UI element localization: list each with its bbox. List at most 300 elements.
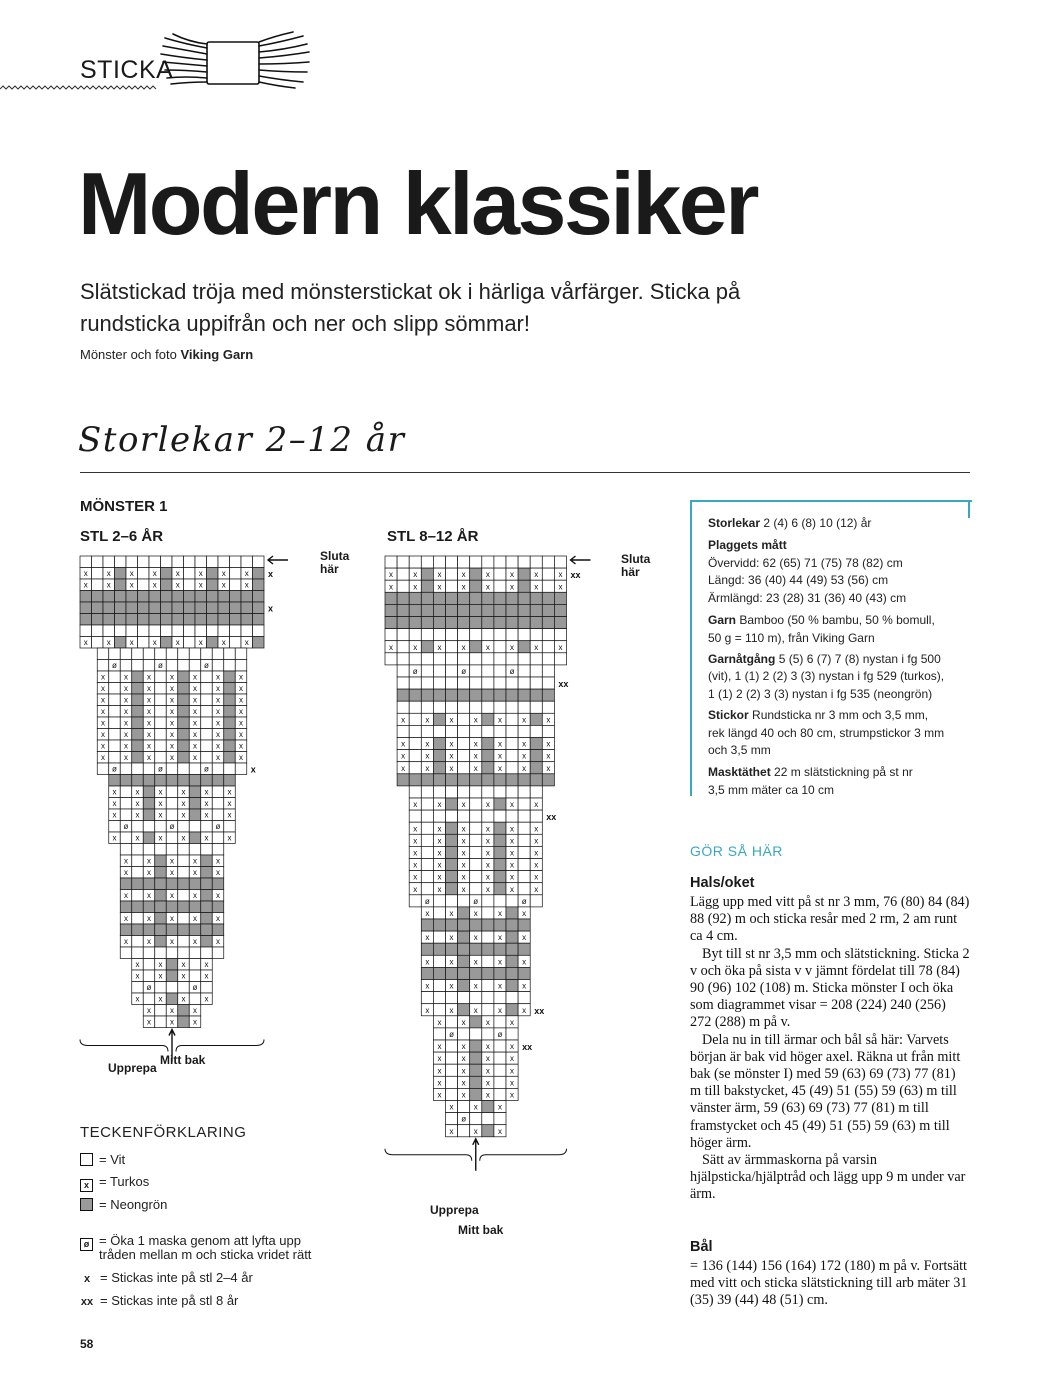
chart-cell: [494, 1113, 506, 1125]
chart-row-marker: xx: [534, 1005, 545, 1016]
chart-stitch-symbol: ø: [112, 764, 117, 774]
chart-cell: [178, 947, 190, 959]
chart-stitch-symbol: x: [152, 638, 157, 647]
chart-cell: [494, 992, 506, 1004]
chart-cell: [172, 614, 184, 626]
chart-cell: [554, 604, 566, 616]
chart-stitch-symbol: x: [437, 582, 442, 592]
chart-cell: [155, 844, 167, 856]
chart-cell: [506, 701, 518, 713]
chart-cell: [155, 982, 167, 994]
chart-cell: [109, 717, 121, 729]
chart-cell: [433, 617, 445, 629]
chart-stitch-symbol: x: [147, 914, 151, 923]
chart-stitch-symbol: x: [497, 1102, 502, 1112]
info-usage-cont: (vit), 1 (1) 2 (2) 3 (3) nystan i fg 529 (turkos),: [708, 669, 945, 683]
chart-cell: [155, 867, 167, 879]
chart-stitch-symbol: ø: [192, 983, 198, 992]
chart-stitch-symbol: ø: [424, 896, 430, 906]
chart-cell: [494, 810, 506, 822]
info-label: Masktäthet: [708, 765, 771, 779]
chart-cell: [201, 913, 213, 925]
chart-stitch-symbol: x: [497, 1005, 502, 1015]
chart-stitch-symbol: x: [181, 971, 186, 981]
chart-cell: [132, 913, 144, 925]
repeat-label: Upprepa: [430, 1203, 479, 1217]
chart-stitch-symbol: x: [216, 868, 220, 877]
chart-cell: [446, 629, 458, 641]
chart-cell: [446, 1040, 458, 1052]
chart-cell: [530, 713, 542, 725]
chart-cell: [446, 1113, 458, 1125]
chart-cell: [433, 556, 445, 568]
chart-cell: [149, 602, 161, 614]
chart-cell: [109, 648, 121, 660]
chart-stitch-symbol: x: [124, 856, 128, 866]
chart-cell: [518, 592, 530, 604]
chart-cell: [554, 629, 566, 641]
chart-stitch-symbol: x: [147, 891, 151, 900]
chart-cell: [189, 878, 201, 890]
chart-cell: [224, 729, 236, 741]
paragraph: Dela nu in till ärmar och bål så här: Varvets början är bak vid höger axel. Räkna ut från mitt bak (se mönster I) med 59 (63) 69 (73) 77 (81) m till bakstycket, 45 (49) 51 (55) 59 (63) m till vänster ärm, 59 (63) 69 (73) 77 (81) m till framstycket och 45 (49) 51 (55) 59 (63) m till höger ärm.: [690, 1031, 961, 1151]
intro-text: Slätstickad tröja med mönsterstickat ok i härliga vårfärger. Sticka på rundsticka uppifrån och ner och slipp sömmar!: [80, 279, 741, 336]
chart-cell: [518, 568, 530, 580]
chart-stitch-symbol: x: [152, 580, 157, 590]
increase-symbol-icon: ø: [80, 1238, 93, 1251]
chart-cell: [143, 832, 155, 844]
chart-stitch-symbol: x: [101, 672, 105, 682]
chart-stitch-symbol: x: [449, 1126, 454, 1136]
chart-cell: [241, 602, 253, 614]
chart-cell: [138, 556, 150, 568]
chart-cell: [542, 556, 554, 568]
chart-cell: [178, 890, 190, 902]
chart-stitch-symbol: x: [449, 1005, 454, 1015]
chart-cell: [126, 614, 138, 626]
chart-stitch-symbol: x: [522, 739, 527, 749]
chart-cell: [184, 591, 196, 603]
paragraph: Byt till st nr 3,5 mm och slätstickning. Sticka 2 v och öka på sista v v jämnt fördelat till 78 (84) 90 (96) 102 (108) m. Sticka mönster I och öka som diagrammet visar = 208 (224) 240 (256) 272 (288) m på v.: [690, 945, 970, 1031]
chart-cell: [409, 713, 421, 725]
chart-stitch-symbol: x: [193, 891, 197, 900]
chart-cell: [120, 809, 132, 821]
chart-cell: [433, 980, 445, 992]
chart-stitch-symbol: x: [497, 909, 502, 918]
chart-cell: [494, 846, 506, 858]
chart-stitch-symbol: x: [473, 1102, 478, 1112]
chart-stitch-symbol: x: [221, 569, 226, 578]
chart-stitch-symbol: ø: [509, 667, 515, 676]
chart-stitch-symbol: x: [193, 672, 197, 682]
legend-item-neongreen: [80, 1197, 167, 1212]
legend-label: = Stickas inte på stl 8 år: [100, 1293, 239, 1308]
chart-cell: [155, 855, 167, 867]
chart-cell: [201, 947, 213, 959]
chart-cell: [178, 1016, 190, 1028]
pattern-label: MÖNSTER 1: [80, 498, 168, 515]
chart-cell: [92, 568, 104, 580]
chart-stitch-symbol: x: [204, 799, 209, 808]
chart-cell: [201, 924, 213, 936]
chart-stitch-symbol: x: [485, 884, 490, 894]
chart-cell: [132, 717, 144, 729]
chart-stitch-symbol: x: [522, 1005, 527, 1015]
chart-cell: [494, 883, 506, 895]
chart-cell: [149, 591, 161, 603]
chart-stitch-symbol: x: [147, 868, 151, 877]
chart-cell: [397, 580, 409, 592]
chart-cell: [218, 556, 230, 568]
chart-cell: [494, 677, 506, 689]
chart-stitch-symbol: x: [83, 580, 88, 590]
chart-cell: [207, 591, 219, 603]
info-label: Garn: [708, 613, 737, 627]
chart-cell: [201, 936, 213, 948]
chart-cell: [482, 604, 494, 616]
chart-cell: [433, 665, 445, 677]
chart-stitch-symbol: x: [193, 753, 197, 762]
chart-cell: [518, 641, 530, 653]
chart-stitch-symbol: x: [158, 971, 163, 981]
chart-stitch-symbol: x: [510, 884, 515, 894]
chart-cell: [218, 591, 230, 603]
chart-cell: [446, 725, 458, 737]
chart-cell: [506, 955, 518, 967]
chart-cell: [120, 763, 132, 775]
chart-row-marker: xx: [570, 570, 581, 581]
chart-cell: [530, 725, 542, 737]
chart-stitch-symbol: x: [413, 800, 418, 810]
paragraph: Sätt av ärmmaskorna på varsin hjälpsticka/hjälptråd och lägg upp 9 m under var ärm.: [690, 1152, 966, 1203]
chart-cell: [518, 629, 530, 641]
chart-stitch-symbol: x: [101, 741, 105, 751]
chart-cell: [433, 689, 445, 701]
chart-cell: [115, 568, 127, 580]
chart-stitch-symbol: x: [198, 638, 203, 647]
chart-stitch-symbol: ø: [412, 667, 418, 676]
chart-cell: [166, 901, 178, 913]
chart-cell: [506, 677, 518, 689]
chart-cell: [155, 648, 167, 660]
chart-stitch-symbol: x: [135, 971, 140, 981]
chart-cell: [397, 701, 409, 713]
chart-stitch-symbol: x: [216, 753, 220, 762]
chart-cell: [494, 774, 506, 786]
chart-cell: [518, 822, 530, 834]
chart-stitch-symbol: x: [170, 695, 174, 705]
chart-cell: [397, 725, 409, 737]
chart-cell: [470, 992, 482, 1004]
chart-cell: [421, 774, 433, 786]
chart-cell: [518, 943, 530, 955]
chart-stitch-symbol: x: [510, 1078, 515, 1088]
chart-stitch-symbol: x: [147, 730, 151, 739]
chart-cell: [253, 568, 265, 580]
chart-cell: [409, 677, 421, 689]
chart-stitch-symbol: x: [449, 981, 454, 991]
chart-stitch-symbol: x: [413, 848, 418, 858]
chart-cell: [80, 625, 92, 637]
chart-cell: [184, 602, 196, 614]
chart-stitch-symbol: x: [413, 824, 418, 834]
chart-cell: [409, 810, 421, 822]
chart-cell: [494, 1064, 506, 1076]
chart-cell: [530, 701, 542, 713]
chart-cell: [143, 993, 155, 1005]
stop-label-line: Sluta: [621, 552, 651, 566]
chart-stitch-symbol: x: [437, 872, 442, 882]
chart-cell: [132, 982, 144, 994]
chart-cell: [409, 604, 421, 616]
chart-cell: [178, 671, 190, 683]
chart-stitch-symbol: ø: [215, 822, 221, 831]
chart-cell: [494, 568, 506, 580]
chart-stitch-symbol: x: [449, 739, 454, 749]
chart-cell: [421, 967, 433, 979]
chart-cell: [207, 637, 219, 649]
chart-stitch-symbol: x: [124, 891, 128, 900]
chart-cell: [458, 556, 470, 568]
legend-label: = Vit: [99, 1152, 126, 1167]
chart-cell: [253, 625, 265, 637]
chart-cell: [178, 913, 190, 925]
chart-cell: [224, 671, 236, 683]
credit-line: [80, 347, 253, 362]
chart-cell: [458, 895, 470, 907]
chart-cell: [446, 859, 458, 871]
chart-cell: [155, 1016, 167, 1028]
chart-cell: [458, 677, 470, 689]
chart-cell: [470, 689, 482, 701]
chart-stitch-symbol: x: [181, 787, 186, 797]
chart-cell: [397, 665, 409, 677]
chart-cell: [132, 671, 144, 683]
chart-cell: [195, 556, 207, 568]
chart-cell: [470, 592, 482, 604]
chart-cell: [470, 725, 482, 737]
chart-cell: [458, 750, 470, 762]
chart-cell: [494, 1016, 506, 1028]
chart-cell: [178, 763, 190, 775]
chart-cell: [421, 859, 433, 871]
chart-stitch-symbol: x: [401, 763, 406, 773]
chart-stitch-symbol: x: [546, 763, 551, 773]
chart-stitch-symbol: ø: [204, 661, 209, 670]
chart-stitch-symbol: x: [461, 582, 466, 592]
chart-cell: [446, 604, 458, 616]
neongreen-swatch-icon: [80, 1198, 93, 1211]
chart-cell: [542, 629, 554, 641]
chart-stitch-symbol: x: [227, 799, 232, 808]
chart-stitch-symbol: x: [170, 937, 174, 946]
chart-cell: [253, 556, 265, 568]
chart-cell: [80, 591, 92, 603]
chart-stitch-symbol: x: [497, 715, 502, 725]
chart-cell: [155, 740, 167, 752]
chart-cell: [446, 641, 458, 653]
chart-stitch-symbol: x: [135, 799, 140, 808]
chart-cell: [166, 832, 178, 844]
chart-cell: [470, 846, 482, 858]
chart-stitch-symbol: x: [485, 642, 490, 652]
chart-stitch-symbol: x: [510, 1042, 515, 1052]
chart-cell: [446, 883, 458, 895]
chart-cell: [120, 798, 132, 810]
chart-cell: [446, 774, 458, 786]
chart-cell: [482, 738, 494, 750]
chart-stitch-symbol: x: [135, 833, 140, 843]
chart-cell: [161, 591, 173, 603]
chart-cell: [161, 625, 173, 637]
chart-cell: [155, 729, 167, 741]
chart-stitch-symbol: x: [425, 751, 430, 761]
chart-cell: [155, 878, 167, 890]
chart-cell: [433, 653, 445, 665]
chart-cell: [518, 617, 530, 629]
info-value: Bamboo (50 % bambu, 50 % bomull,: [739, 613, 935, 627]
chart-stitch-symbol: x: [401, 715, 406, 725]
chart-cell: [409, 629, 421, 641]
chart-stitch-symbol: x: [204, 787, 209, 797]
chart-stitch-symbol: ø: [123, 822, 129, 831]
chart-cell: [103, 602, 115, 614]
chart-cell: [178, 694, 190, 706]
chart-stitch-symbol: x: [147, 741, 151, 751]
chart-stitch-symbol: x: [425, 763, 430, 773]
chart-cell: [470, 834, 482, 846]
chart-cell: [506, 738, 518, 750]
chart-stitch-symbol: x: [473, 1005, 478, 1015]
chart-cell: [530, 738, 542, 750]
neck-heading: Hals/oket: [690, 875, 755, 891]
chart-stitch-symbol: ø: [204, 764, 209, 774]
chart-cell: [482, 931, 494, 943]
chart-cell: [109, 671, 121, 683]
chart-cell: [132, 775, 144, 787]
chart-cell: [470, 1064, 482, 1076]
chart-cell: [470, 1076, 482, 1088]
chart-stitch-symbol: x: [437, 570, 442, 580]
chart-cell: [421, 943, 433, 955]
chart-cell: [230, 614, 242, 626]
chart-cell: [458, 992, 470, 1004]
chart-cell: [132, 706, 144, 718]
chart-cell: [178, 936, 190, 948]
chart-cell: [482, 1125, 494, 1137]
chart-cell: [132, 936, 144, 948]
chart-stitch-symbol: x: [510, 860, 515, 870]
chart-cell: [470, 617, 482, 629]
chart-cell: [446, 822, 458, 834]
chart-cell: [230, 579, 242, 591]
chart-stitch-symbol: x: [101, 730, 105, 739]
chart-stitch-symbol: x: [425, 715, 430, 725]
chart-cell: [542, 592, 554, 604]
chart-stitch-symbol: x: [101, 753, 105, 762]
chart-cell: [494, 895, 506, 907]
chart-cell: [530, 629, 542, 641]
chart-stitch-symbol: x: [147, 937, 151, 946]
chart-cell: [138, 614, 150, 626]
chart-cell: [138, 568, 150, 580]
chart-cell: [115, 625, 127, 637]
info-label: Storlekar: [708, 516, 761, 530]
chart-stitch-symbol: x: [401, 739, 406, 749]
chart-cell: [506, 992, 518, 1004]
chart-cell: [212, 660, 224, 672]
chart-cell: [224, 660, 236, 672]
center-back-arrow-icon: [473, 1139, 479, 1171]
chart-stitch-symbol: x: [485, 848, 490, 858]
chart-cell: [446, 653, 458, 665]
chart-cell: [458, 762, 470, 774]
chart-cell: [542, 689, 554, 701]
chart-cell: [458, 738, 470, 750]
chart-stitch-symbol: x: [170, 718, 174, 728]
chart-cell: [433, 955, 445, 967]
chart-cell: [482, 556, 494, 568]
chart-cell: [155, 706, 167, 718]
chart-cell: [470, 1088, 482, 1100]
chart-cell: [212, 786, 224, 798]
chart-cell: [397, 653, 409, 665]
chart-stitch-symbol: x: [158, 960, 163, 969]
chart-stitch-symbol: x: [193, 1006, 197, 1015]
chart-cell: [224, 763, 236, 775]
chart-cell: [506, 653, 518, 665]
chart-stitch-symbol: x: [106, 638, 111, 647]
chart-stitch-symbol: x: [522, 981, 527, 991]
chart-cell: [421, 568, 433, 580]
chart-stitch-symbol: x: [170, 753, 174, 762]
chart-cell: [446, 871, 458, 883]
page-number: 58: [80, 1337, 94, 1351]
chart-cell: [470, 653, 482, 665]
chart-stitch-symbol: x: [170, 856, 174, 866]
chart-stitch-symbol: x: [147, 672, 151, 682]
chart-cell: [224, 683, 236, 695]
chart-cell: [421, 810, 433, 822]
chart-stitch-symbol: x: [181, 810, 186, 820]
chart-stitch-symbol: x: [193, 684, 197, 693]
chart-cell: [542, 568, 554, 580]
chart-cell: [138, 637, 150, 649]
chart-cell: [458, 725, 470, 737]
chart-cell: [409, 725, 421, 737]
chart-cell: [178, 660, 190, 672]
chart-cell: [506, 774, 518, 786]
chart-cell: [178, 855, 190, 867]
chart-cell: [409, 786, 421, 798]
chart-cell: [126, 556, 138, 568]
chart-cell: [166, 798, 178, 810]
chart-cell: [494, 725, 506, 737]
body-instructions: [690, 1258, 970, 1310]
chart-cell: [506, 713, 518, 725]
chart-cell: [494, 592, 506, 604]
center-back-label: Mitt bak: [160, 1053, 206, 1067]
chart-stitch-symbol: x: [147, 707, 151, 716]
chart-stitch-symbol: x: [461, 1090, 466, 1100]
chart-stitch-symbol: x: [473, 751, 478, 761]
chart-stitch-symbol: x: [437, 824, 442, 834]
chart-cell: [482, 1101, 494, 1113]
chart-stitch-symbol: x: [485, 1042, 490, 1052]
chart-stitch-symbol: x: [158, 799, 163, 808]
chart-cell: [201, 683, 213, 695]
pattern-chart-large: [367, 545, 667, 1225]
